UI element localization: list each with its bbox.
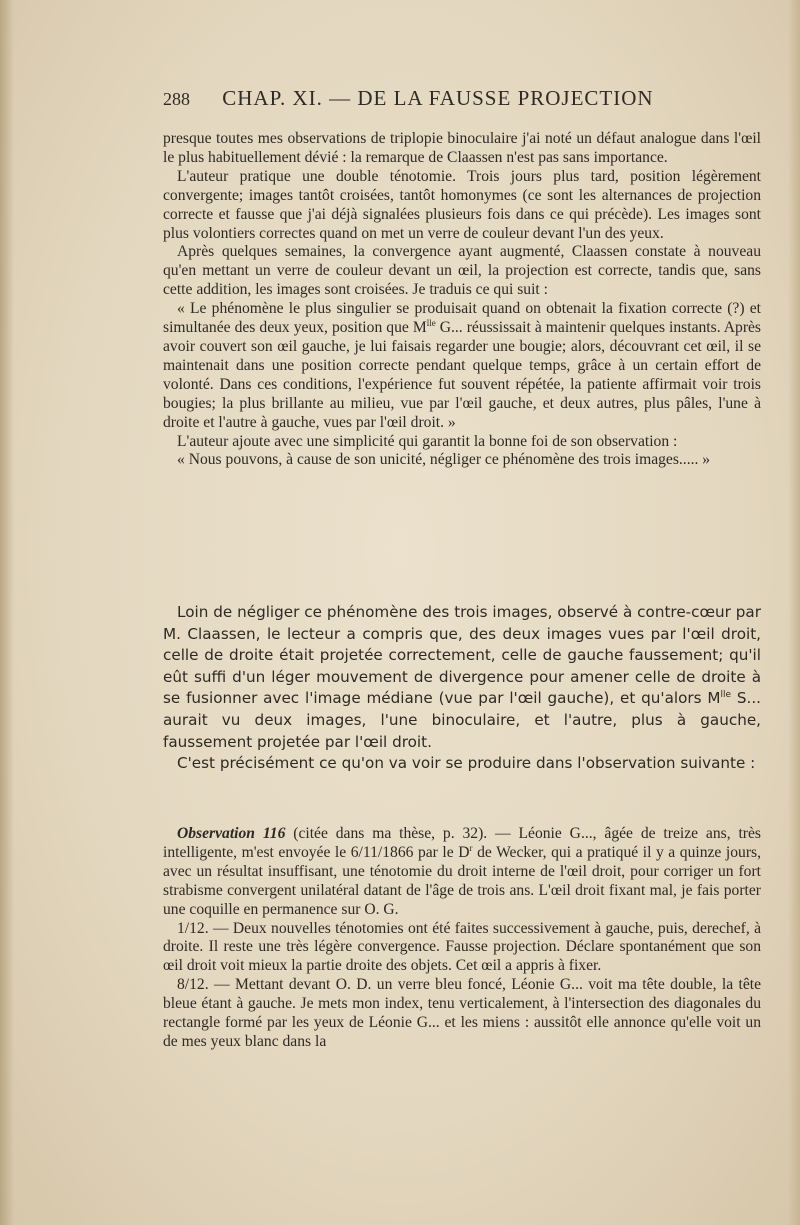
main-text-span: S... aurait vu deux images, l'une binoculaire, et l'autre, plus à gauche, faussement projetée par l'œil droit. [163, 689, 762, 751]
quote-text: G... réussissait à maintenir quelques instants. Après avoir couvert son œil gauche, je lui faisais regarder une bougie; alors, découvrant cet œil, il se maintenait dans une position correcte pendant quelque temps, grâce à un certain effort de volonté. Dans ces conditions, l'expérience fut souvent répétée, la patiente affirmait voir trois bougies; la plus brillante au milieu, vue par l'œil gauche, et deux autres, plus pâles, l'une à droite et l'autre à gauche, vues par l'œil droit. » [163, 319, 761, 431]
quote-paragraph: « Nous pouvons, à cause de son unicité, négliger ce phénomène des trois images..... » [177, 451, 711, 469]
superscript: r [469, 842, 473, 853]
running-header [163, 86, 763, 111]
page-edge-shadow-left [0, 0, 14, 1225]
quote-paragraph: Après quelques semaines, la convergence ayant augmenté, Claassen constate à nouveau qu'en mettant un verre de couleur devant un œil, la projection est correcte, tandis que, sans cette addition, les images sont croisées. Je traduis ce qui suit : [163, 243, 761, 299]
quote-paragraph: presque toutes mes observations de triplopie binoculaire j'ai noté un défaut analogue dans l'œil le plus habituellement dévié : la remarque de Claassen n'est pas sans importance. [163, 130, 761, 166]
quote-paragraph: L'auteur pratique une double ténotomie. Trois jours plus tard, position légèrement convergente; images tantôt croisées, tantôt homonymes (ce sont les alternances de projection correcte et fausse que j'ai déjà signalées plusieurs fois dans ce qui précède). Les images sont plus volontiers correctes quand on met un verre de couleur devant l'un des yeux. [163, 167, 761, 242]
observation-text: de Wecker, qui a pratiqué il y a quinze jours, avec un résultat insuffisant, une ténotomie du droit interne de l'œil droit, pour corriger un fort strabisme convergent unilatéral datant de l'âge de trois ans. L'œil droit fixant mal, je fais porter une coquille en permanence sur O. G. [163, 843, 761, 918]
main-text-span: Loin de négliger ce phénomène des trois images, observé à contre-cœur par M. Claassen, le lecteur a compris que, des deux images vues par l'œil droit, celle de droite était projetée correctement, celle de gauche faussement; qu'il eût suffi d'un léger mouvement de divergence pour amener celle de droite à se fusionner avec l'image médiane (vue par l'œil gauche), et qu'alors [163, 603, 761, 708]
observation-entry: 1/12. — Deux nouvelles ténotomies ont été faites successivement à gauche, puis, derechef, à droite. Il reste une très légère convergence. Fausse projection. Déclare spontanément que son œil droit voit mieux la partie droite des objets. Cet œil a appris à fixer. [163, 919, 761, 975]
observation-intro [163, 825, 761, 920]
observation-block [163, 825, 761, 1052]
quoted-passage [163, 130, 761, 470]
running-title: CHAP. XI. — DE LA FAUSSE PROJECTION [222, 86, 654, 110]
main-paragraph [163, 602, 761, 753]
page-number: 288 [163, 89, 190, 109]
observation-entry: 8/12. — Mettant devant O. D. un verre bleu foncé, Léonie G... voit ma tête double, la tête bleue étant à gauche. Je mets mon index, tenu verticalement, à l'intersection des diagonales du rectangle formé par les yeux de Léonie G... et les miens : aussitôt elle annonce qu'elle voit un de mes yeux blanc dans la [163, 976, 761, 1050]
observation-title: Observation 116 [177, 825, 286, 842]
page-edge-shadow-right [788, 0, 800, 1225]
main-paragraph: C'est précisément ce qu'on va voir se produire dans l'observation suivante : [177, 754, 756, 773]
superscript: lle [720, 690, 732, 701]
main-text-span: M [707, 689, 721, 708]
main-text [163, 602, 761, 775]
superscript: lle [426, 317, 436, 328]
quote-text: « Le phénomène le plus singulier se produisait quand on obtenait la fixation correcte (?) et simultanée des deux yeux, position que M [163, 300, 761, 337]
observation-text: (citée dans ma thèse, p. 32). — Léonie G..., âgée de treize ans, très intelligente, m'est envoyée le 6/11/1866 par le D [163, 825, 761, 861]
quote-paragraph [163, 300, 761, 432]
quote-paragraph: L'auteur ajoute avec une simplicité qui garantit la bonne foi de son observation : [177, 432, 678, 450]
